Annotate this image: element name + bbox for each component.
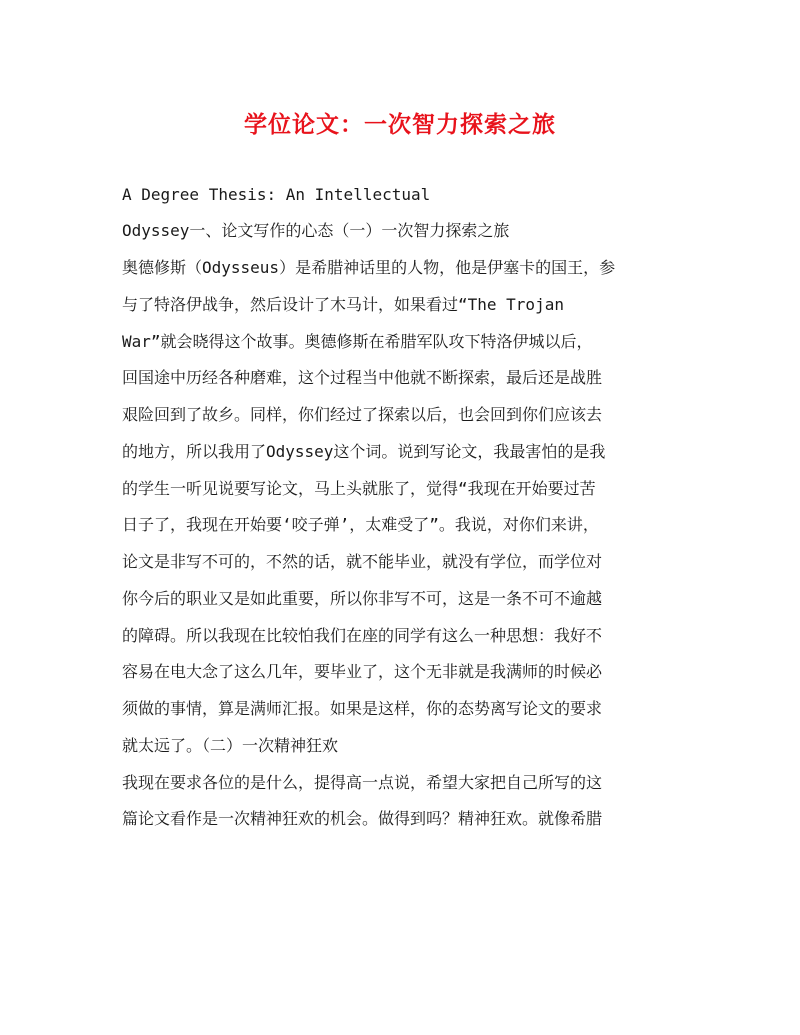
text-line: 容易在电大念了这么几年，要毕业了，这个无非就是我满师的时候必 bbox=[122, 662, 603, 681]
text-line: 你今后的职业又是如此重要，所以你非写不可，这是一条不可不逾越 bbox=[122, 589, 603, 608]
text-line: 奥德修斯（Odysseus）是希腊神话里的人物，他是伊塞卡的国王，参 bbox=[122, 258, 616, 277]
text-line: 我现在要求各位的是什么，提得高一点说，希望大家把自己所写的这 bbox=[122, 773, 603, 792]
text-line: 的地方，所以我用了Odyssey这个词。说到写论文，我最害怕的是我 bbox=[122, 442, 606, 461]
text-line: 论文是非写不可的，不然的话，就不能毕业，就没有学位，而学位对 bbox=[122, 552, 603, 571]
text-line: 日子了，我现在开始要‘咬子弹’，太难受了”。我说，对你们来讲， bbox=[122, 515, 599, 534]
text-line: 就太远了。（二）一次精神狂欢 bbox=[122, 736, 339, 755]
page-title: 学位论文：一次智力探索之旅 bbox=[244, 111, 556, 138]
text-line: 须做的事情，算是满师汇报。如果是这样，你的态势离写论文的要求 bbox=[122, 699, 603, 718]
text-line: 与了特洛伊战争，然后设计了木马计，如果看过“The Trojan bbox=[122, 295, 564, 314]
text-line: 的障碍。所以我现在比较怕我们在座的同学有这么一种思想：我好不 bbox=[122, 626, 603, 645]
text-line: 回国途中历经各种磨难，这个过程当中他就不断探索，最后还是战胜 bbox=[122, 368, 603, 387]
text-line: A Degree Thesis: An Intellectual bbox=[122, 185, 431, 204]
text-line: Odyssey一、论文写作的心态（一）一次智力探索之旅 bbox=[122, 221, 510, 240]
text-line: War”就会晓得这个故事。奥德修斯在希腊军队攻下特洛伊城以后， bbox=[122, 332, 593, 351]
text-line: 的学生一听见说要写论文，马上头就胀了，觉得“我现在开始要过苦 bbox=[122, 479, 596, 498]
text-line: 艰险回到了故乡。同样，你们经过了探索以后，也会回到你们应该去 bbox=[122, 405, 603, 424]
text-line: 篇论文看作是一次精神狂欢的机会。做得到吗？精神狂欢。就像希腊 bbox=[122, 809, 603, 828]
